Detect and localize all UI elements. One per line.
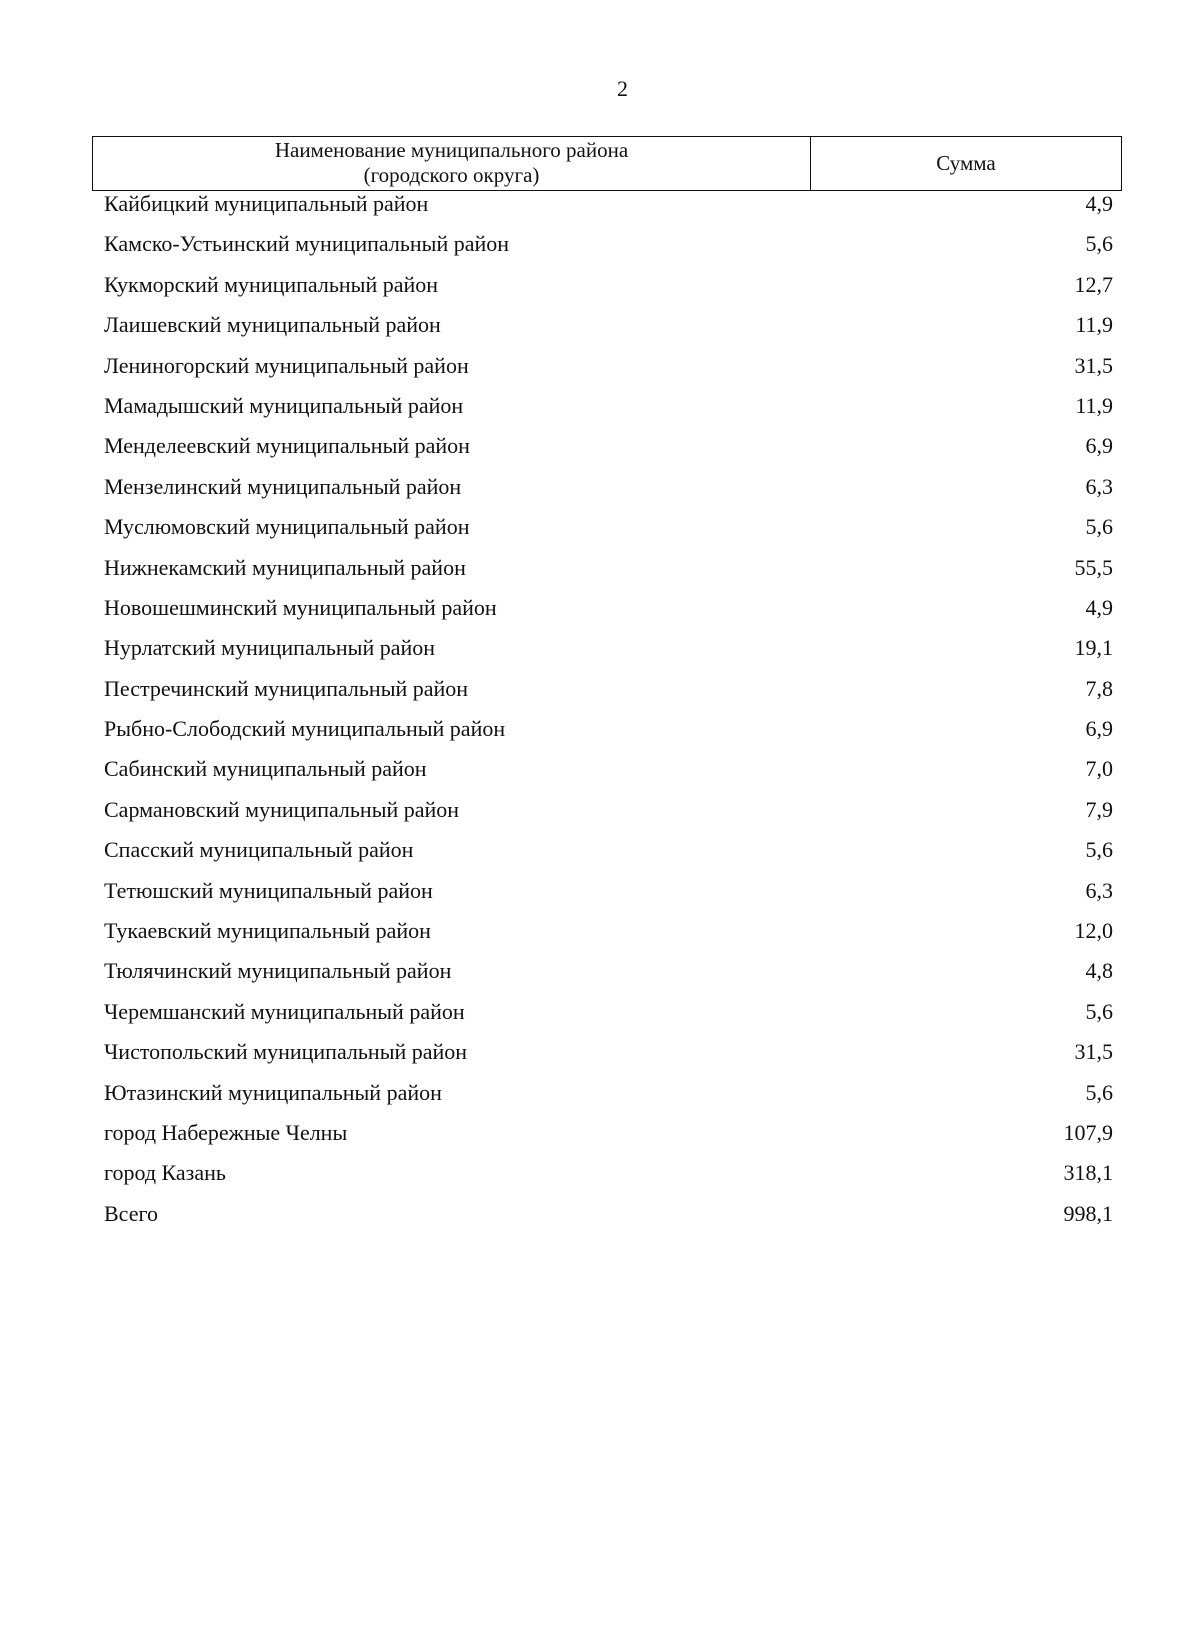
table-row — [92, 1079, 1122, 1119]
table-row — [92, 998, 1122, 1038]
row-value: 7,0 — [1085, 756, 1113, 782]
row-value: 4,9 — [1085, 191, 1113, 216]
column-header-name — [93, 137, 811, 190]
row-name: Нурлатский муниципальный район — [104, 635, 436, 661]
row-value: 5,6 — [1085, 1079, 1113, 1105]
row-value: 11,9 — [1075, 312, 1113, 338]
row-value: 12,0 — [1074, 918, 1113, 944]
table-row — [92, 1159, 1122, 1199]
row-name: Сабинский муниципальный район — [104, 756, 427, 782]
table-header — [92, 136, 1122, 191]
row-value: 5,6 — [1085, 514, 1113, 540]
table-row — [92, 230, 1122, 270]
row-value: 5,6 — [1085, 998, 1113, 1024]
row-value: 55,5 — [1074, 554, 1113, 580]
row-name: Мамадышский муниципальный район — [104, 392, 464, 418]
row-value: 5,6 — [1085, 231, 1113, 257]
row-value: 6,3 — [1085, 877, 1113, 903]
row-name: Сармановский муниципальный район — [104, 796, 460, 822]
row-name: город Набережные Челны — [104, 1119, 348, 1145]
column-header-sum: Сумма — [936, 151, 996, 175]
row-name: Всего — [104, 1200, 158, 1226]
table-row — [92, 675, 1122, 715]
row-value: 19,1 — [1074, 635, 1113, 661]
row-name: Менделеевский муниципальный район — [104, 433, 470, 459]
row-name: Черемшанский муниципальный район — [104, 998, 465, 1024]
row-name: Тюлячинский муниципальный район — [104, 958, 452, 984]
table-row — [92, 554, 1122, 594]
table-row — [92, 473, 1122, 513]
table-body — [92, 190, 1122, 1240]
table-row — [92, 796, 1122, 836]
row-value: 5,6 — [1085, 837, 1113, 863]
table-row — [92, 311, 1122, 351]
row-name: Лениногорский муниципальный район — [104, 352, 469, 378]
table-row — [92, 957, 1122, 997]
row-name: Кукморский муниципальный район — [104, 271, 439, 297]
row-value: 6,9 — [1085, 433, 1113, 459]
row-value: 998,1 — [1063, 1200, 1113, 1226]
row-name: Тукаевский муниципальный район — [104, 918, 431, 944]
row-value: 4,9 — [1085, 594, 1113, 620]
table-row — [92, 352, 1122, 392]
table-row — [92, 432, 1122, 472]
table-row — [92, 836, 1122, 876]
table-row — [92, 513, 1122, 553]
row-value: 7,8 — [1085, 675, 1113, 701]
row-name: Ютазинский муниципальный район — [104, 1079, 442, 1105]
row-name: Тетюшский муниципальный район — [104, 877, 433, 903]
row-name: Кайбицкий муниципальный район — [104, 191, 429, 216]
row-value: 31,5 — [1074, 352, 1113, 378]
page-number: 2 — [617, 76, 628, 101]
row-name: Чистопольский муниципальный район — [104, 1039, 468, 1065]
column-header-name-line2: (городского округа) — [363, 163, 540, 187]
row-name: Рыбно-Слободский муниципальный район — [104, 716, 506, 742]
row-value: 6,9 — [1085, 716, 1113, 742]
row-name: Лаишевский муниципальный район — [104, 312, 441, 338]
row-name: Нижнекамский муниципальный район — [104, 554, 466, 580]
row-name: Новошешминский муниципальный район — [104, 594, 497, 620]
table-row — [92, 594, 1122, 634]
table-row — [92, 755, 1122, 795]
row-value: 11,9 — [1075, 392, 1113, 418]
table-row — [92, 634, 1122, 674]
row-value: 107,9 — [1063, 1119, 1113, 1145]
row-name: Спасский муниципальный район — [104, 837, 414, 863]
row-value: 31,5 — [1074, 1039, 1113, 1065]
row-value: 6,3 — [1085, 473, 1113, 499]
table-row — [92, 877, 1122, 917]
row-value: 4,8 — [1085, 958, 1113, 984]
column-header-name-line1: Наименование муниципального района — [274, 138, 629, 162]
row-value: 7,9 — [1085, 796, 1113, 822]
row-value: 318,1 — [1063, 1160, 1113, 1186]
row-name: Мензелинский муниципальный район — [104, 473, 462, 499]
row-value: 12,7 — [1074, 271, 1113, 297]
table-row — [92, 1038, 1122, 1078]
table-row — [92, 392, 1122, 432]
table-row — [92, 271, 1122, 311]
table-row — [92, 917, 1122, 957]
row-name: Пестречинский муниципальный район — [104, 675, 469, 701]
table-row — [92, 715, 1122, 755]
table-row — [92, 1119, 1122, 1159]
row-name: Муслюмовский муниципальный район — [104, 514, 470, 540]
row-name: город Казань — [104, 1160, 226, 1186]
table-row — [92, 1200, 1122, 1240]
table-row — [92, 190, 1122, 230]
row-name: Камско-Устьинский муниципальный район — [104, 231, 510, 257]
